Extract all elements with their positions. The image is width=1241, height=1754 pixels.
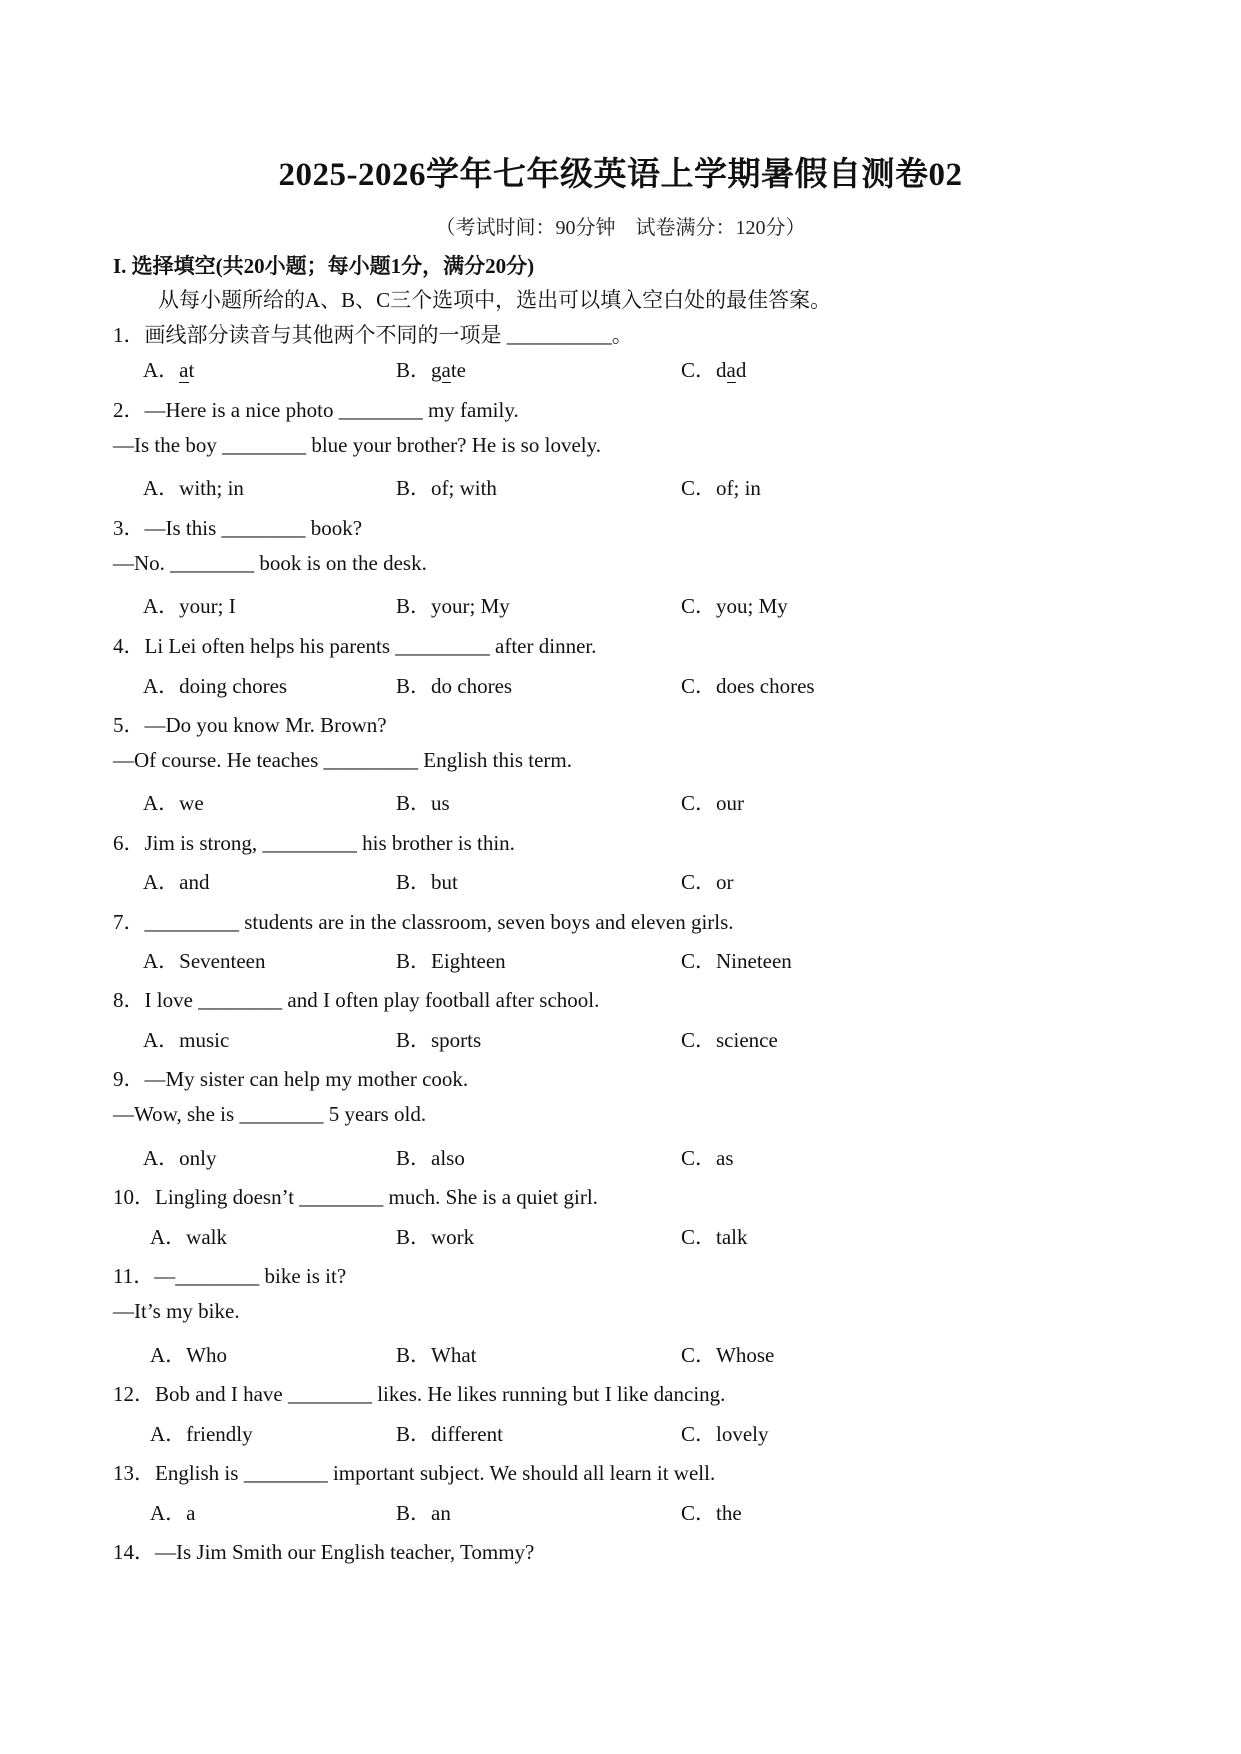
underlined-letter: a [179,358,189,382]
option-text: t [188,358,195,382]
question-2-line-2 [113,433,601,458]
question-12-option-a [150,1418,253,1448]
option-text: B．an [396,1501,451,1525]
question-9-option-b [396,1142,465,1172]
option-text: C．lovely [681,1422,769,1446]
question-text: 8．I love [113,988,199,1012]
question-8-option-a [143,1024,229,1054]
question-13-option-a [150,1497,196,1527]
question-text: blue your brother? He is so lovely. [306,433,601,457]
option-text: d [716,358,727,382]
question-13-option-b [396,1497,451,1527]
question-text: —It’s my bike. [113,1299,240,1323]
question-text: important subject. We should all learn it well. [327,1461,716,1485]
option-text: B．your; My [396,594,510,618]
question-text: students are in the classroom, seven boys and eleven girls. [239,910,734,934]
question-7-line-1 [113,906,734,936]
question-text: 2．—Here is a nice photo [113,398,339,422]
question-text: —No. [113,551,171,575]
question-4-option-b [396,670,512,700]
question-text: —Of course. He teaches [113,748,324,772]
option-text: C．as [681,1146,734,1170]
question-text: 13．English is [113,1461,244,1485]
question-6-option-b [396,866,458,896]
option-text: A．only [143,1146,217,1170]
question-text: 10．Lingling doesn’t [113,1185,300,1209]
question-text: 14．—Is Jim Smith our English teacher, Tommy? [113,1540,535,1564]
option-text: A．music [143,1028,230,1052]
option-text: B．Eighteen [396,949,506,973]
option-text: C．of; in [681,476,761,500]
question-text: his brother is thin. [356,831,515,855]
question-text: —Wow, she is [113,1102,240,1126]
option-text: A． [143,358,180,382]
question-7-option-b [396,945,506,975]
question-text: 5 years old. [323,1102,427,1126]
question-11-line-1 [113,1260,346,1290]
question-text: much. She is a quiet girl. [383,1185,598,1209]
question-10-line-1 [113,1181,598,1211]
answer-blank: ________ [338,398,423,422]
question-4-line-1 [113,630,596,660]
question-3-option-c [681,590,788,620]
question-10-option-a [150,1221,227,1251]
answer-blank: _________ [144,910,239,934]
answer-blank: ________ [170,551,255,575]
option-text: B．also [396,1146,465,1170]
question-1-option-a [143,354,194,384]
question-7-option-c [681,945,792,975]
question-10-option-c [681,1221,748,1251]
question-13-option-c [681,1497,742,1527]
option-text: g [431,358,442,382]
question-6-option-a [143,866,210,896]
page-title: 2025-2026学年七年级英语上学期暑假自测卷02 [278,157,963,193]
section-instruction: 从每小题所给的A、B、C三个选项中，选出可以填入空白处的最佳答案。 [158,288,832,312]
section-heading: I. 选择填空(共20小题；每小题1分，满分20分) [113,254,535,278]
question-text: 6．Jim is strong, [113,831,263,855]
question-3-option-b [396,590,510,620]
question-9-line-2 [113,1102,426,1127]
option-text: A．a [150,1501,196,1525]
question-1-option-c [681,354,746,384]
question-text: 9．—My sister can help my mother cook. [113,1067,469,1091]
option-text: C．our [681,791,744,815]
underlined-letter: a [726,358,736,382]
question-text: my family. [422,398,519,422]
answer-blank: ________ [222,433,307,457]
question-12-line-1 [113,1378,725,1408]
option-text: A．Who [150,1343,227,1367]
question-5-line-2 [113,748,572,773]
option-text: B．us [396,791,450,815]
option-text: C．or [681,870,734,894]
question-4-option-c [681,670,815,700]
answer-blank: _________ [323,748,418,772]
option-text: B．of; with [396,476,497,500]
question-8-option-b [396,1024,481,1054]
option-text: A．with; in [143,476,244,500]
option-text: A．friendly [150,1422,253,1446]
option-text: B．work [396,1225,475,1249]
question-5-option-a [143,787,204,817]
question-10-option-b [396,1221,474,1251]
answer-blank: _________ [395,634,490,658]
option-text: B．What [396,1343,477,1367]
answer-blank: ________ [239,1102,324,1126]
question-text: 11．— [113,1264,176,1288]
question-6-line-1 [113,827,515,857]
question-13-line-1 [113,1457,715,1487]
question-text: 7． [113,910,145,934]
answer-blank: ________ [299,1185,384,1209]
answer-blank: ________ [175,1264,260,1288]
question-9-option-a [143,1142,217,1172]
question-3-option-a [143,590,236,620]
question-text: 3．—Is this [113,516,222,540]
question-text: after dinner. [489,634,597,658]
answer-blank: ________ [221,516,306,540]
question-1-option-b [396,354,466,384]
answer-blank: _________ [262,831,357,855]
question-3-line-1 [113,512,362,542]
question-text: and I often play football after school. [282,988,600,1012]
option-text: C．Nineteen [681,949,792,973]
question-12-option-c [681,1418,769,1448]
question-5-option-b [396,787,450,817]
option-text: A．we [143,791,204,815]
question-text: —Is the boy [113,433,223,457]
option-text: A．and [143,870,210,894]
option-text: B．different [396,1422,503,1446]
option-text: C．the [681,1501,742,1525]
question-6-option-c [681,866,734,896]
question-text: book is on the desk. [254,551,427,575]
question-3-line-2 [113,551,427,576]
option-text: A．your; I [143,594,236,618]
option-text: C．science [681,1028,778,1052]
option-text: d [735,358,747,382]
question-11-option-c [681,1339,774,1369]
option-text: B．do chores [396,674,513,698]
question-5-option-c [681,787,744,817]
answer-blank: __________ [506,323,612,347]
option-text: A．Seventeen [143,949,266,973]
option-text: A．walk [150,1225,227,1249]
question-5-line-1 [113,709,387,739]
option-text: B．but [396,870,458,894]
question-text: bike is it? [259,1264,347,1288]
option-text: C．talk [681,1225,748,1249]
question-2-option-b [396,472,497,502]
question-4-option-a [143,670,287,700]
option-text: B． [396,358,432,382]
answer-blank: ________ [287,1382,372,1406]
question-text: 。 [611,323,633,347]
underlined-letter: a [441,358,451,382]
option-text: C．Whose [681,1343,775,1367]
question-11-line-2 [113,1299,240,1324]
question-2-option-c [681,472,761,502]
question-text: 12．Bob and I have [113,1382,288,1406]
question-text: English this term. [418,748,572,772]
question-text: 1．画线部分读音与其他两个不同的一项是 [113,323,507,347]
question-7-option-a [143,945,265,975]
exam-info: （考试时间：90分钟 试卷满分：120分） [435,217,806,239]
option-text: C． [681,358,717,382]
question-12-option-b [396,1418,503,1448]
option-text: te [450,358,466,382]
question-8-line-1 [113,984,599,1014]
question-8-option-c [681,1024,778,1054]
answer-blank: ________ [243,1461,328,1485]
option-text: A．doing chores [143,674,288,698]
option-text: C．does chores [681,674,815,698]
question-14-line-1 [113,1536,534,1566]
question-text: likes. He likes running but I like dancing. [371,1382,726,1406]
question-11-option-a [150,1339,227,1369]
option-text: C．you; My [681,594,788,618]
question-9-line-1 [113,1063,468,1093]
question-text: book? [305,516,363,540]
question-2-line-1 [113,394,519,424]
option-text: B．sports [396,1028,482,1052]
question-9-option-c [681,1142,734,1172]
question-11-option-b [396,1339,476,1369]
question-text: 5．—Do you know Mr. Brown? [113,713,387,737]
question-text: 4．Li Lei often helps his parents [113,634,396,658]
question-1-line-1 [113,319,633,349]
answer-blank: ________ [198,988,283,1012]
question-2-option-a [143,472,244,502]
